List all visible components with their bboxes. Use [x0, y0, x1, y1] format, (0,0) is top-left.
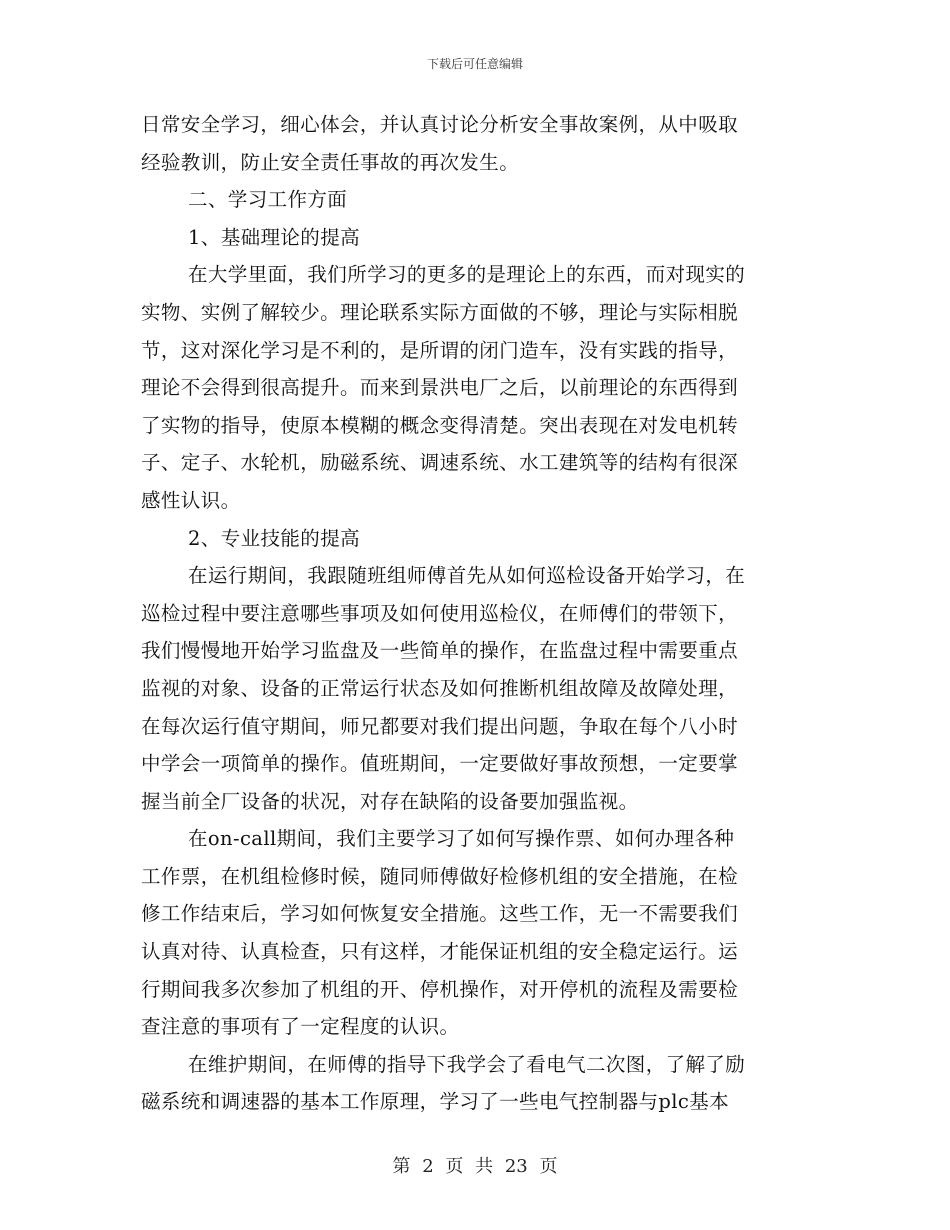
text-line: 在on-call期间，我们主要学习了如何写操作票、如何办理各种	[188, 827, 735, 851]
text-line: 子、定子、水轮机，励磁系统、调速系统、水工建筑等的结构有很深	[141, 451, 739, 475]
text-line: 我们慢慢地开始学习监盘及一些简单的操作，在监盘过程中需要重点	[141, 639, 739, 663]
text-line: 感性认识。	[141, 488, 241, 512]
text-line: 认真对待、认真检查，只有这样，才能保证机组的安全稳定运行。运	[141, 940, 739, 964]
text-line: 修工作结束后，学习如何恢复安全措施。这些工作，无一不需要我们	[141, 902, 739, 926]
text-line: 在运行期间，我跟随班组师傅首先从如何巡检设备开始学习，在	[188, 564, 746, 588]
subsection-heading: 2、专业技能的提高	[188, 526, 361, 550]
text-line: 在维护期间，在师傅的指导下我学会了看电气二次图，了解了励	[188, 1052, 746, 1076]
text-line: 理论不会得到很高提升。而来到景洪电厂之后，以前理论的东西得到	[141, 376, 739, 400]
text-line: 巡检过程中要注意哪些事项及如何使用巡检仪，在师傅们的带领下，	[141, 601, 739, 625]
section-heading: 二、学习工作方面	[188, 188, 348, 212]
text-line: 监视的对象、设备的正常运行状态及如何推断机组故障及故障处理，	[141, 676, 739, 700]
page-number: 第 2 页 共 23 页	[392, 1156, 558, 1177]
text-line: 了实物的指导，使原本模糊的概念变得清楚。突出表现在对发电机转	[141, 413, 739, 437]
text-line: 实物、实例了解较少。理论联系实际方面做的不够，理论与实际相脱	[141, 300, 739, 324]
text-line: 日常安全学习，细心体会，并认真讨论分析安全事故案例，从中吸取	[141, 113, 739, 136]
text-line: 在每次运行值守期间，师兄都要对我们提出问题，争取在每个八小时	[141, 714, 739, 738]
page-header-note: 下载后可任意编辑	[426, 57, 523, 71]
text-line: 中学会一项简单的操作。值班期间，一定要做好事故预想，一定要掌	[141, 752, 739, 776]
subsection-heading: 1、基础理论的提高	[188, 225, 361, 249]
text-line: 经验教训，防止安全责任事故的再次发生。	[141, 150, 520, 174]
text-line: 握当前全厂设备的状况，对存在缺陷的设备要加强监视。	[141, 789, 639, 813]
document-body	[141, 106, 799, 1121]
text-line: 在大学里面，我们所学习的更多的是理论上的东西，而对现实的	[188, 263, 746, 287]
text-line: 节，这对深化学习是不利的，是所谓的闭门造车，没有实践的指导，	[141, 338, 739, 362]
text-line: 磁系统和调速器的基本工作原理，学习了一些电气控制器与plc基本	[141, 1090, 730, 1114]
text-line: 工作票，在机组检修时候，随同师傅做好检修机组的安全措施，在检	[141, 864, 739, 888]
text-line: 查注意的事项有了一定程度的认识。	[141, 1015, 460, 1039]
text-line: 行期间我多次参加了机组的开、停机操作，对开停机的流程及需要检	[141, 977, 739, 1001]
